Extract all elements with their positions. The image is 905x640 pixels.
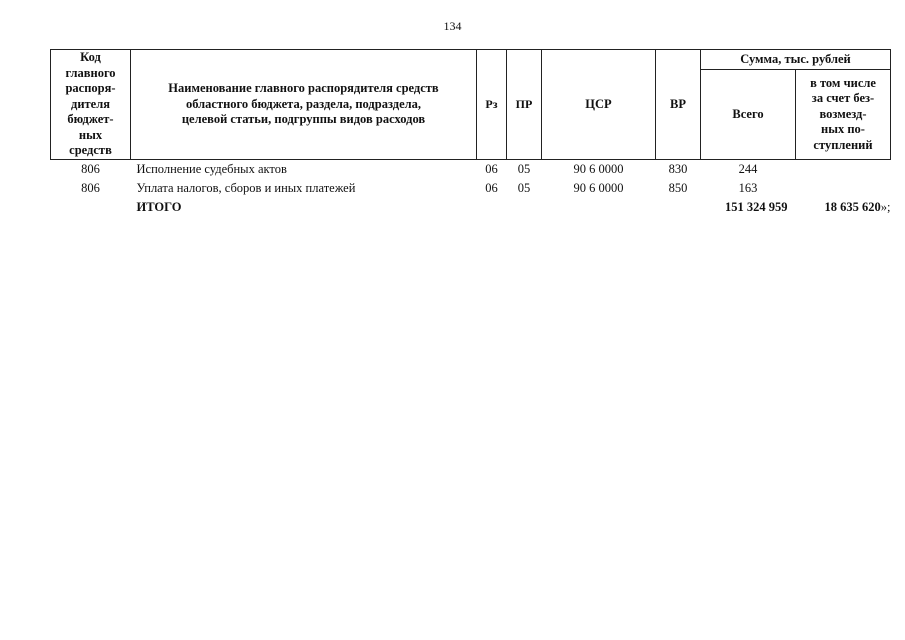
cell-rz: 06 (485, 161, 498, 176)
table-header (51, 50, 891, 160)
header-gratuitous-line: ступлений (813, 137, 873, 152)
cell-pr: 05 (517, 180, 531, 195)
total-empty-pr (507, 198, 542, 217)
header-name (131, 50, 477, 160)
total-row (51, 198, 891, 217)
header-vr: ВР (656, 50, 701, 160)
header-name-line: Наименование главного распорядителя средств (168, 81, 439, 95)
header-rz: Рз (477, 50, 507, 160)
cell-name: Уплата налогов, сборов и иных платежей (136, 180, 356, 195)
header-code-line: дителя (71, 96, 110, 111)
cell-pr: 05 (517, 161, 531, 176)
table-body (51, 159, 891, 217)
page-number: 134 (443, 19, 462, 33)
cell-total: 244 (738, 161, 758, 176)
cell-code: 806 (81, 161, 100, 176)
cell-code: 806 (81, 180, 100, 195)
header-code-line: средств (69, 143, 112, 157)
total-empty-vr (656, 198, 701, 217)
cell-csr: 90 6 0000 (573, 180, 624, 195)
header-gratuitous-line: в том числе (810, 75, 876, 90)
total-empty-rz (477, 198, 507, 217)
header-gratuitous-line: возмезд- (819, 106, 867, 121)
cell-name: Исполнение судебных актов (136, 161, 287, 176)
header-code-line: распоря- (65, 81, 116, 95)
table-row (51, 179, 891, 198)
header-code-line: Код (80, 50, 101, 64)
header-sum-group: Сумма, тыс. рублей (701, 50, 891, 70)
budget-table (50, 49, 891, 217)
cell-vr: 850 (668, 180, 688, 195)
cell-rz: 06 (485, 180, 498, 195)
total-gratuitous (796, 198, 891, 217)
header-gratuitous-line: ных по- (821, 122, 865, 136)
header-pr: ПР (507, 50, 542, 160)
total-empty-csr (542, 198, 656, 217)
total-gratuitous-value: 18 635 620 (824, 199, 881, 214)
total-empty-code (51, 198, 131, 217)
header-code-line: главного (65, 65, 116, 80)
header-name-line: областного бюджета, раздела, подраздела, (185, 96, 422, 111)
total-sum: 151 324 959 (725, 199, 788, 214)
cell-total: 163 (738, 180, 758, 195)
cell-csr: 90 6 0000 (573, 161, 624, 176)
header-csr: ЦСР (542, 50, 656, 160)
table-row (51, 159, 891, 179)
header-code-line: бюджет- (67, 112, 114, 126)
header-total: Всего (701, 70, 796, 160)
closing-quote: »; (880, 199, 891, 214)
total-label: ИТОГО (136, 199, 182, 214)
header-gratuitous-line: за счет без- (811, 91, 875, 105)
header-gratuitous (796, 70, 891, 160)
header-name-line: целевой статьи, подгруппы видов расходов (181, 112, 426, 126)
header-code-line: ных (78, 127, 103, 142)
cell-gratuitous (796, 179, 891, 198)
cell-gratuitous (796, 159, 891, 179)
header-code (51, 50, 131, 160)
cell-vr: 830 (668, 161, 688, 176)
